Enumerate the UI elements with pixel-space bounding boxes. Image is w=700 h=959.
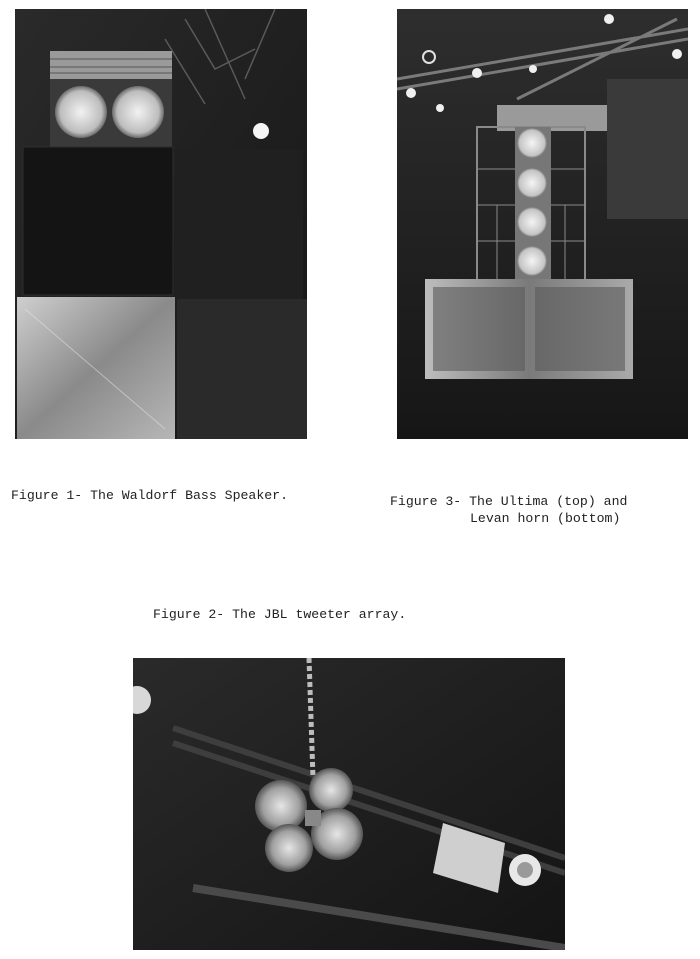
figure-2-caption: Figure 2- The JBL tweeter array. xyxy=(153,607,407,622)
figure-1-photo xyxy=(15,9,307,439)
figure-2-photo xyxy=(133,658,565,950)
figure-1-caption: Figure 1- The Waldorf Bass Speaker. xyxy=(11,488,288,503)
figure-3-caption-line-2: Levan horn (bottom) xyxy=(470,511,621,526)
figure-3-photo xyxy=(397,9,688,439)
figure-3-caption-line-1: Figure 3- The Ultima (top) and xyxy=(390,494,628,509)
